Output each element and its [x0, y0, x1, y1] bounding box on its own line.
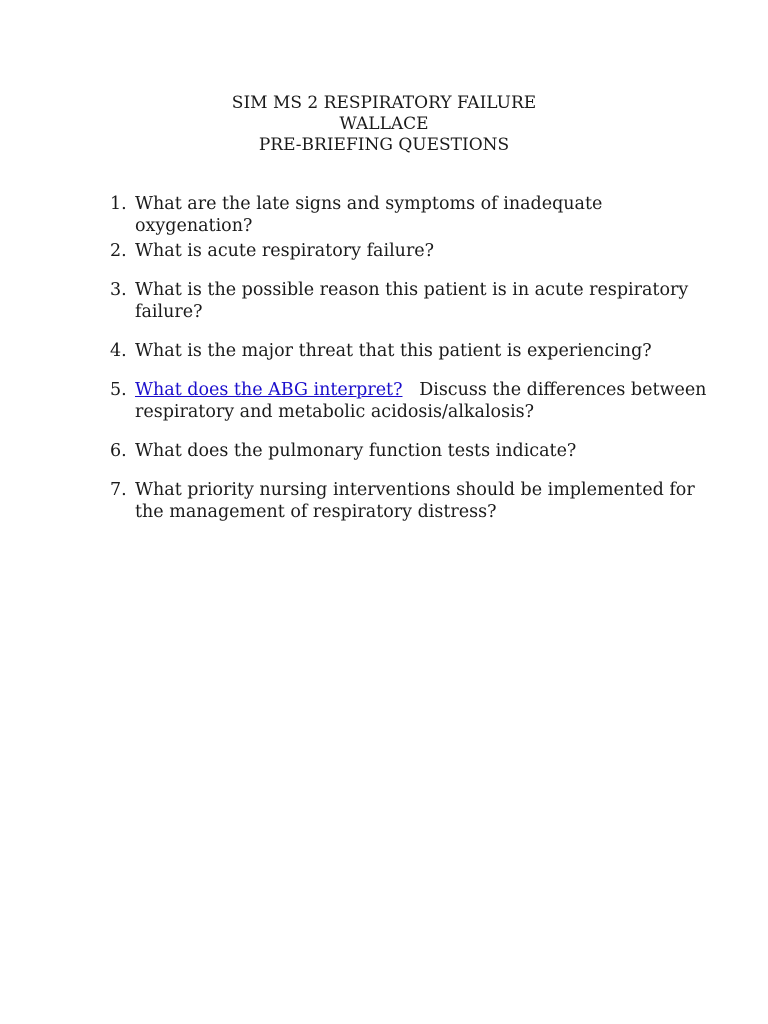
question-text: What are the late signs and symptoms of inadequate oxygenation? [135, 194, 603, 236]
abg-question-link[interactable]: What does the ABG interpret? [135, 380, 403, 400]
question-text: What does the pulmonary function tests indicate? [135, 441, 577, 461]
title-line-name: WALLACE [339, 114, 429, 134]
list-item [110, 279, 710, 323]
list-item [110, 479, 710, 523]
list-item [110, 340, 710, 362]
question-number: 2. [110, 241, 127, 261]
question-number: 4. [110, 341, 127, 361]
question-number: 5. [110, 380, 127, 400]
list-item [110, 240, 710, 262]
question-text: What is acute respiratory failure? [135, 241, 435, 261]
question-list [110, 193, 710, 523]
list-item [110, 379, 710, 423]
question-text-with-link [135, 379, 710, 423]
list-item [110, 193, 710, 237]
question-text: What is the major threat that this patient is experiencing? [135, 341, 652, 361]
question-text: Discuss the differences between respiratory and metabolic acidosis/alkalosis? [135, 380, 707, 422]
question-number: 1. [110, 194, 127, 214]
document-title [0, 93, 768, 156]
title-line-course: SIM MS 2 RESPIRATORY FAILURE [231, 93, 537, 113]
question-text: What priority nursing interventions should be implemented for the management of respiratory distress? [135, 480, 695, 522]
question-number: 3. [110, 280, 127, 300]
title-line-heading: PRE-BRIEFING QUESTIONS [258, 135, 510, 155]
list-item [110, 440, 710, 462]
question-number: 7. [110, 480, 127, 500]
question-number: 6. [110, 441, 127, 461]
question-text: What is the possible reason this patient is in acute respiratory failure? [135, 280, 689, 322]
